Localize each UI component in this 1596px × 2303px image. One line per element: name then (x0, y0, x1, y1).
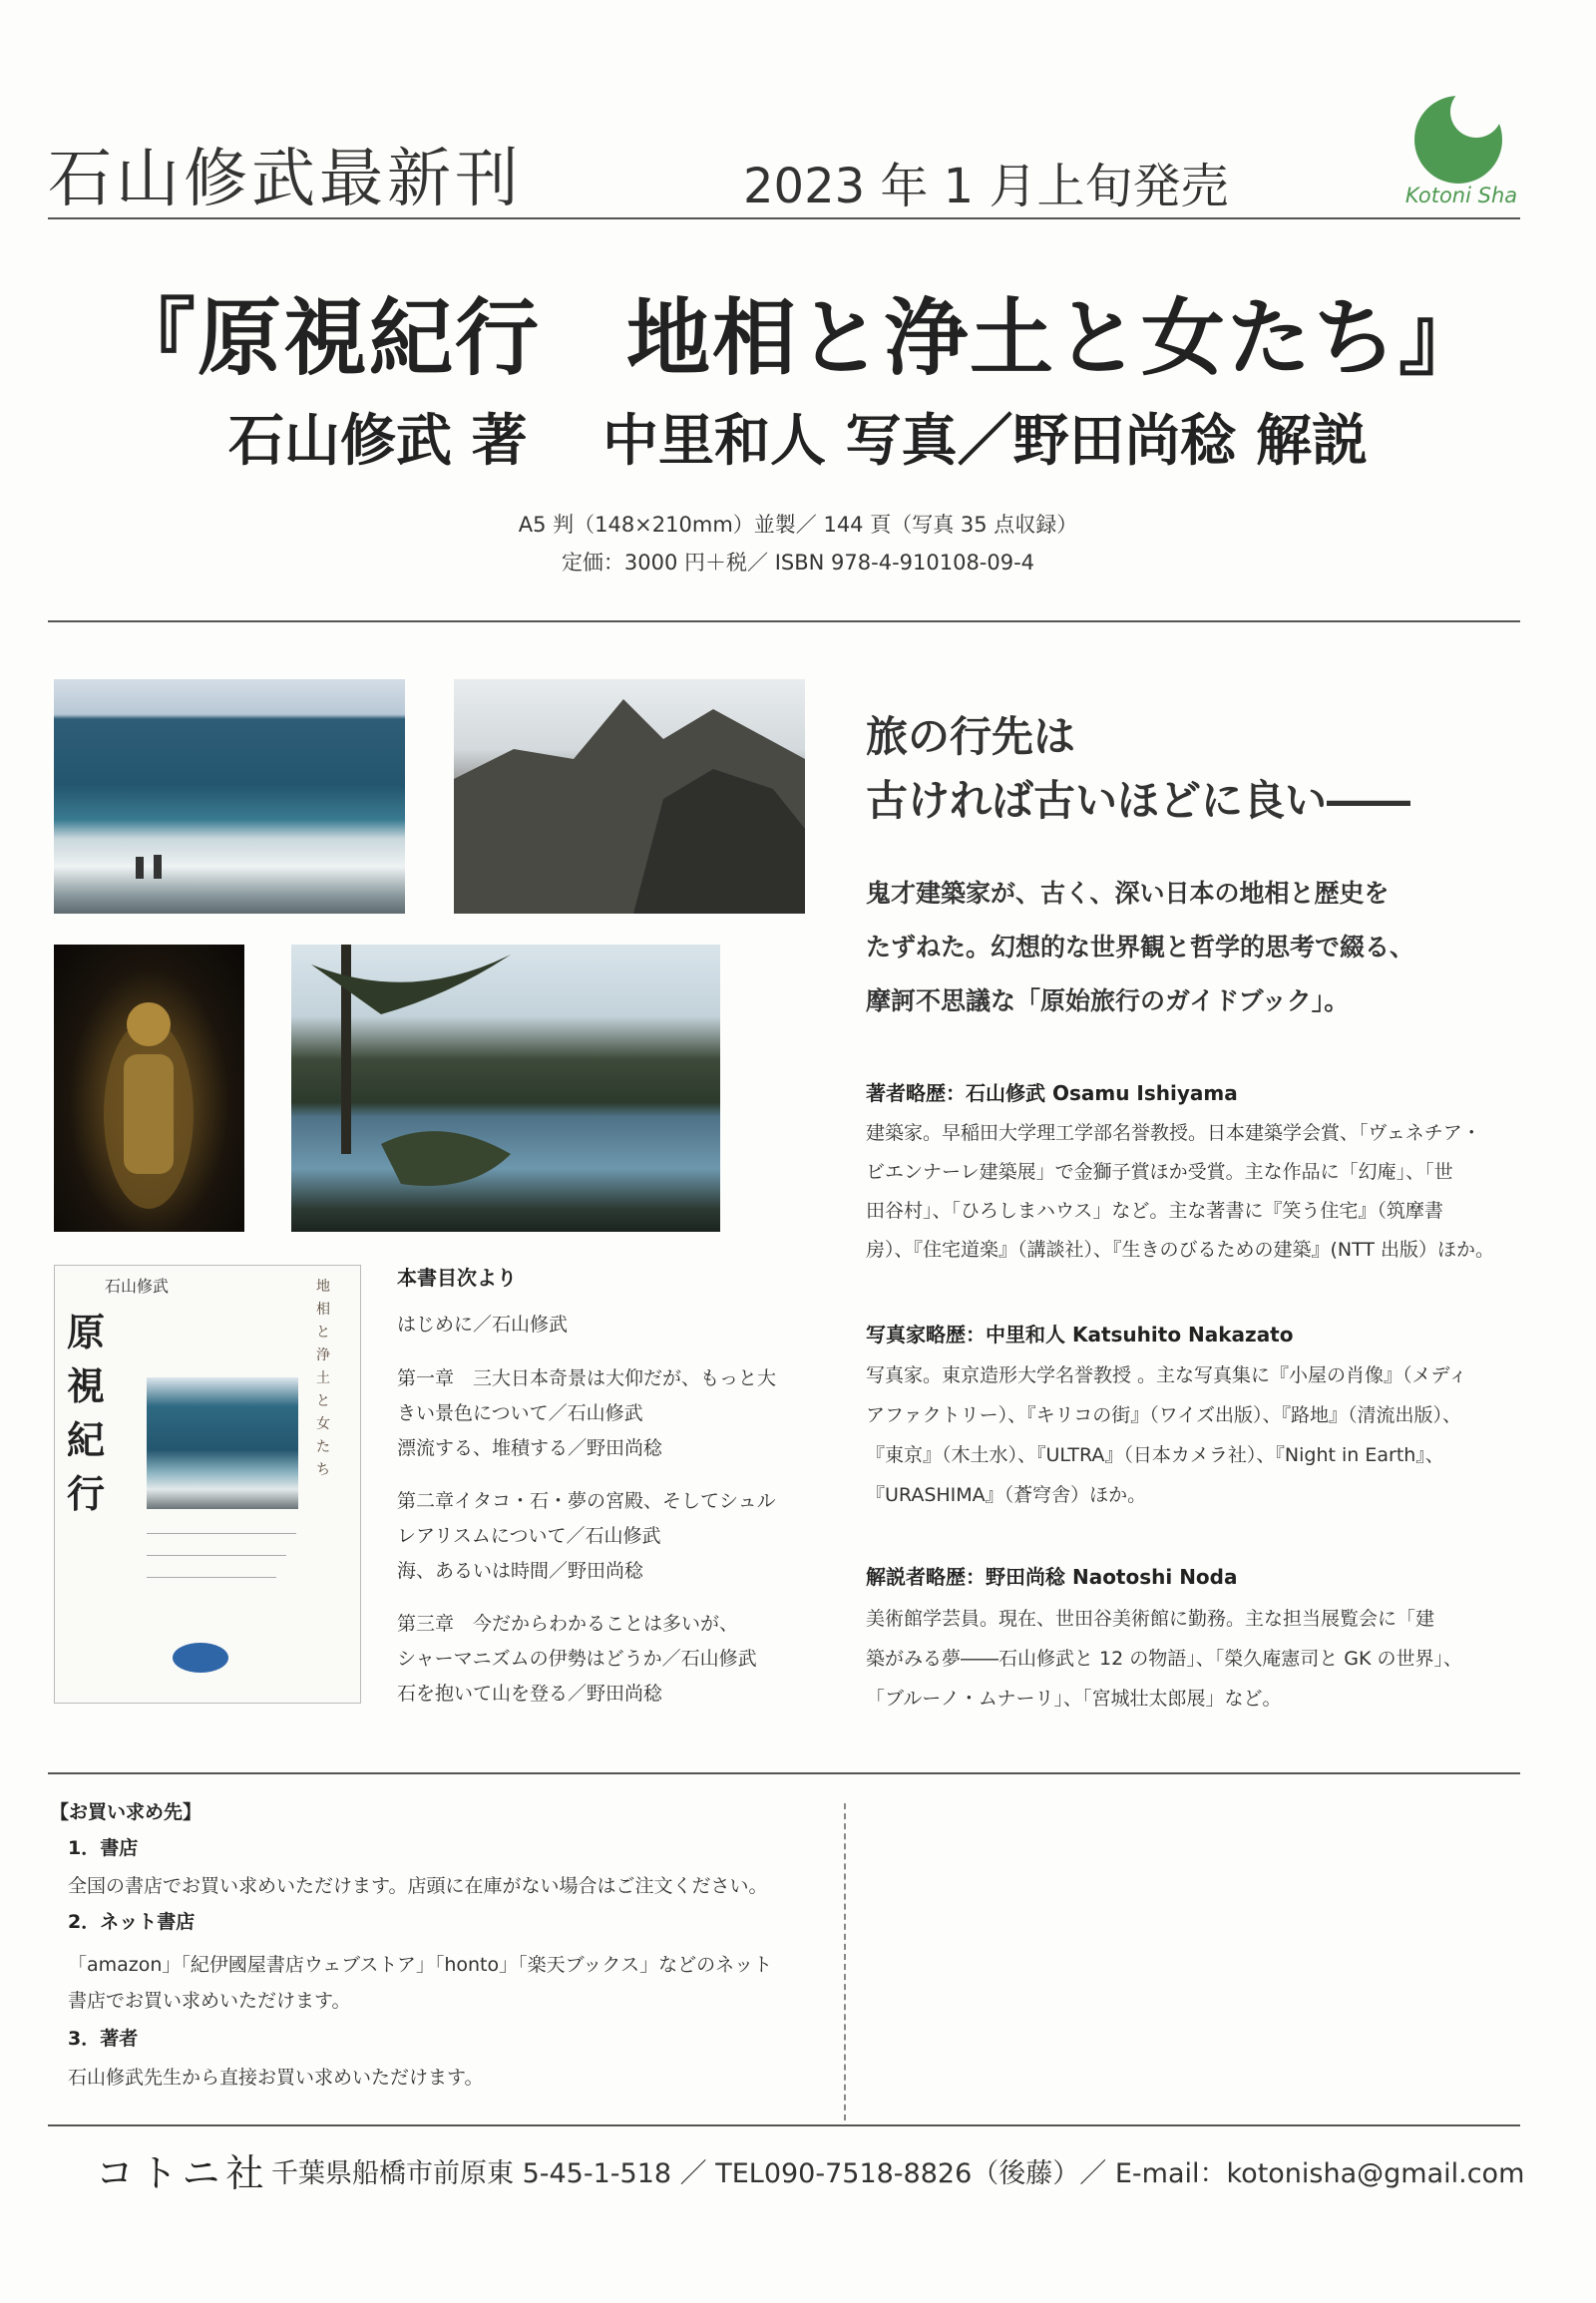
cover-subtitle: 地相と浄土と女たち (316, 1279, 330, 1478)
purchase-item-text: 「amazon」「紀伊國屋書店ウェブストア」「honto」「楽天ブックス」などのネット (68, 1954, 773, 1976)
purchase-item-text: 石山修武先生から直接お買い求めいただけます。 (68, 2067, 484, 2089)
book-cover (54, 1265, 361, 1704)
commentator-bio-heading: 解説者略歴：野田尚稔 Naotoshi Noda (866, 1565, 1238, 1589)
author-bio-line: 建築家。早稲田大学理工学部名誉教授。日本建築学会賞、「ヴェネチア・ (866, 1122, 1481, 1144)
lead-line: たずねた。幻想的な世界観と哲学的思考で綴る、 (866, 933, 1415, 961)
toc-line: 第三章 今だからわかることは多いが、 (397, 1613, 739, 1635)
purchase-item-text: 書店でお買い求めいただけます。 (68, 1990, 351, 2012)
toc-line: はじめに／石山修武 (397, 1314, 569, 1336)
cover-photo (147, 1377, 298, 1509)
author-bio-line: 房）、『住宅道楽』（講談社）、『生きのびるための建築』(NTT 出版）ほか。 (866, 1239, 1495, 1261)
toc-line: レアリスムについて／石山修武 (397, 1525, 661, 1547)
author-bio-line: 田谷村」、「ひろしまハウス」など。主な著書に『笑う住宅』（筑摩書 (866, 1200, 1443, 1222)
lead-line: 摩訶不思議な「原始旅行のガイドブック」。 (866, 986, 1350, 1015)
purchase-item-heading: 2．ネット書店 (68, 1911, 196, 1933)
toc-title: 本書目次より (397, 1266, 517, 1290)
header-label: 石山修武最新刊 (48, 143, 523, 216)
release-date: 2023 年 1 月上旬発売 (743, 159, 1229, 214)
toc-line: シャーマニズムの伊勢はどうか／石山修武 (397, 1648, 757, 1670)
toc-line: 第一章 三大日本奇景は大仰だが、もっと大 (397, 1367, 777, 1389)
toc-line: きい景色について／石山修武 (397, 1402, 643, 1424)
commentator-bio-line: 「ブルーノ・ムナーリ」、「宮城壮太郎展」など。 (866, 1688, 1282, 1710)
cover-line (147, 1533, 296, 1534)
book-spec: A5 判（148×210mm）並製／ 144 頁（写真 35 点収録） (518, 513, 1078, 537)
cover-line (147, 1577, 276, 1578)
header-rule (48, 217, 1520, 219)
photo-mountain (454, 679, 805, 914)
photographer-bio-line: 写真家。東京造形大学名誉教授 。主な写真集に『小屋の肖像』（メディ (866, 1364, 1468, 1386)
photo-pond (291, 945, 720, 1232)
tagline-line-1: 旅の行先は (866, 712, 1076, 761)
publisher-address: 千葉県船橋市前原東 5-45-1-518 ／ TEL090-7518-8826（後藤）／ E-mail：kotonisha@gmail.com (271, 2158, 1525, 2189)
cover-badge (173, 1643, 228, 1673)
toc-line: 漂流する、堆積する／野田尚稔 (397, 1437, 663, 1459)
photo-seashore (54, 679, 405, 914)
toc-line: 石を抱いて山を登る／野田尚稔 (397, 1683, 663, 1705)
toc-line: 第二章イタコ・石・夢の宮殿、そしてシュル (397, 1490, 776, 1512)
author-bio-line: ビエンナーレ建築展」で金獅子賞ほか受賞。主な作品に「幻庵」、「世 (866, 1161, 1453, 1183)
purchase-title: 【お買い求め先】 (50, 1801, 202, 1823)
cover-line (147, 1555, 286, 1556)
cover-author: 石山修武 (105, 1277, 170, 1296)
publisher-name: コトニ社 (96, 2151, 270, 2195)
photo-buddha-statue (54, 945, 244, 1232)
logo-text: Kotoni Sha (1404, 184, 1518, 207)
section-rule (48, 1772, 1520, 1774)
author-bio-heading: 著者略歴：石山修武 Osamu Ishiyama (866, 1081, 1238, 1105)
photographer-bio-line: 『URASHIMA』（蒼穹舎）ほか。 (866, 1484, 1147, 1506)
purchase-item-heading: 3．著者 (68, 2028, 139, 2050)
tagline-line-2: 古ければ古いほどに良い―― (866, 776, 1411, 825)
commentator-bio-line: 美術館学芸員。現在、世田谷美術館に勤務。主な担当展覧会に「建 (866, 1608, 1435, 1630)
book-title: 『原視紀行 地相と浄土と女たち』 (111, 288, 1484, 387)
commentator-bio-line: 築がみる夢――石山修武と 12 の物語」、「榮久庵憲司と GK の世界」、 (866, 1648, 1463, 1670)
book-price: 定価：3000 円＋税／ ISBN 978-4-910108-09-4 (561, 551, 1035, 575)
dashed-divider (844, 1803, 846, 2120)
title-rule (48, 620, 1520, 622)
purchase-item-heading: 1．書店 (68, 1837, 139, 1859)
footer-rule (48, 2124, 1520, 2126)
lead-line: 鬼才建築家が、古く、深い日本の地相と歴史を (866, 879, 1390, 908)
photographer-bio-line: アファクトリー）、『キリコの街』（ワイズ出版）、『路地』（清流出版）、 (866, 1404, 1461, 1426)
purchase-item-text: 全国の書店でお買い求めいただけます。店頭に在庫がない場合はご注文ください。 (68, 1875, 768, 1897)
toc-line: 海、あるいは時間／野田尚稔 (397, 1560, 644, 1582)
cover-title: 原視紀行 (66, 1310, 105, 1516)
photographer-bio-heading: 写真家略歴：中里和人 Katsuhito Nakazato (866, 1323, 1294, 1346)
book-credits: 石山修武 著 中里和人 写真／野田尚稔 解説 (228, 408, 1368, 474)
photographer-bio-line: 『東京』（木土水）、『ULTRA』（日本カメラ社）、『Night in Earth』、 (866, 1444, 1444, 1466)
